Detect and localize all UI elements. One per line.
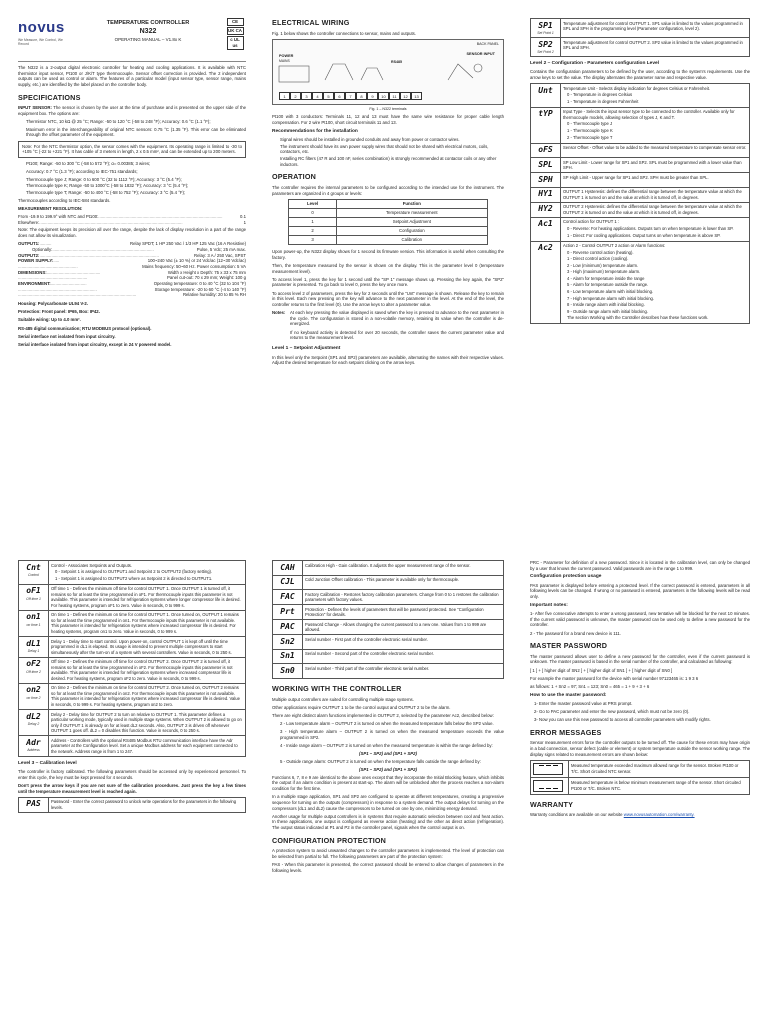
input-sensor-paragraph [18, 105, 246, 116]
param-code: SP1 [538, 20, 553, 30]
param-option: 1 - Thermocouple type K [567, 128, 613, 134]
protection-usage-p: PAS parameter is displayed before entering a protected level. If the correct password is entered, parameters in all following levels can be changed. If wrong or no password is entered, parameters in the following levels will be read only. [530, 582, 750, 600]
error-overrange-icon [533, 763, 563, 775]
table-row [19, 657, 246, 683]
how-step: 1- Enter the master password value at PRS prompt. [534, 700, 633, 706]
table-row [531, 202, 750, 217]
terminal-9: 9 [367, 92, 378, 100]
recommendation-item: • Installing RC filters (47 R and 100 nF, series combination) is strongly recommended at contactor coils or any other inductors. [280, 156, 504, 167]
calibration-table [272, 560, 504, 679]
param-option: 1 - Setpoint 1 is assigned to OUTPUT2 where as Setpoint 2 is directed to OUTPUT1. [55, 575, 213, 581]
param-code: oF1 [26, 586, 41, 596]
param-code: Sn0 [280, 665, 295, 675]
resolution-label: MEASUREMENT RESOLUTION: [18, 205, 83, 211]
table-row: SP2 Set Point 2 Temperature adjustment for control OUTPUT 2. SP2 value is limited to the values programmed in SPL and SPH. [531, 38, 750, 57]
terminal-5: 5 [323, 92, 334, 100]
param-code: oF2 [26, 659, 41, 669]
brand-tagline: We Measure, We Control, We Record [18, 37, 63, 47]
column-1 [18, 18, 246, 516]
param-option: 3 - High (maximum) temperature alarm. [567, 269, 641, 275]
novus-logo [18, 18, 72, 47]
table-row [273, 664, 504, 679]
ce-mark-icon: CE [227, 18, 244, 26]
note-2: If no keyboard activity is detected for over 20 seconds, the controller saves the current parameter value and returns to the measurement level. [290, 329, 504, 341]
how-step: 3- Now you can use this new password to access all controller parameters with modify rights. [534, 717, 711, 723]
spec-cutout: .......................................................... Panel cut-out: 70 x 29 mm; Weight: 100 g [18, 275, 246, 281]
working-p6: Another usage for multiple output controllers is in systems that require automatic selection between cool and heat action. In these applications, one output is configured as reverse action (heating) and the other as direct action (refrigeration). The output status indicated at P1 and P2 in the controller panel, signals when the control output is on. [272, 813, 504, 831]
rs485-label: RS485 [391, 59, 402, 64]
table-row: 2 Configuration [289, 226, 488, 235]
param-code: Unt [538, 85, 553, 95]
sensor-list-a [26, 119, 246, 125]
table-row: 3 Calibration [289, 235, 488, 244]
warranty-link[interactable]: www.novusautomation.com/warranty. [623, 812, 695, 818]
sensor-input-label: SENSOR INPUT [466, 51, 495, 56]
level2-paragraph: Contains the configuration parameters to be defined by the user, according to the system's requirements. Use the arrow keys to set the value. The display alternates the parameter name and respective value. [530, 69, 750, 81]
formula-2: (SP1 – SP2) and (SP1 + SP2) [359, 767, 417, 773]
input-sensor-label: INPUT SENSOR: [18, 105, 52, 111]
param-description: Input Type - Selects the input sensor type to be connected to the controller. Available only for thermocouple models, allowing selection of types J, K and T. [563, 109, 735, 120]
param-option: The section Working with the Controller describes how these functions work. [567, 315, 709, 321]
table-row [19, 637, 246, 658]
param-subtitle: Delay 2 [27, 722, 40, 727]
terminal-4: 4 [312, 92, 323, 100]
function-column-header: Function [336, 199, 487, 208]
param-code: HY1 [538, 189, 553, 199]
param-code: PAC [280, 621, 295, 631]
setpoint-table [530, 18, 750, 57]
working-p1: Multiple output controllers are suited for controlling multiple stage systems. [272, 696, 414, 702]
notes-block [272, 310, 504, 343]
protection-p1: A protection system to avoid unwanted changes to the controller parameters is implemented. The level of protection can be selected from partial to full. The following parameters are part of the protection system: [272, 848, 504, 859]
figure-caption: Fig. 1 – N322 terminals [369, 106, 407, 111]
param-option: 6 - Low temperature alarm with initial blocking. [567, 288, 654, 294]
working-heading: WORKING WITH THE CONTROLLER [272, 684, 402, 694]
important-note-1: 1- After five consecutive attempts to enter a wrong password, new tentative will be blocked for the next 10 minutes. If the current valid password is unknown, the master password can be used only to define a new password for the controller. [530, 611, 750, 628]
terminal-6: 6 [334, 92, 345, 100]
levels-table [288, 199, 488, 245]
param-code: tYP [538, 109, 553, 119]
table-row [273, 590, 504, 605]
param-option: 0 - Setpoint 1 is assigned to OUTPUT1 and Setpoint 2 to OUTPUT2 (factory setting). [55, 569, 213, 575]
wiring-intro: Fig. 1 below shows the controller connections to sensor, mains and outputs. [272, 30, 417, 36]
error-underrange-icon [533, 780, 563, 792]
param-description: SP High Limit - Upper range for SP1 and SP2. SPH must be greater than SPL. [563, 174, 709, 180]
table-row [19, 584, 246, 610]
how-to-heading: How to use the master password: [530, 692, 607, 698]
pt100-accuracy: Accuracy: 0.7 °C (1.3 °F); according to IEC-751 standards; [26, 168, 138, 174]
param-code: Sn1 [280, 651, 295, 661]
mains-label: MAINS [279, 58, 290, 63]
param-option: 9 - Outside range alarm with initial blocking. [567, 308, 648, 314]
how-step: 2- Go to PAC parameter and enter the new password, which must not be zero (0). [534, 709, 690, 715]
param-description: Password Change - Allows changing the current password to a new one. Values from 1 to 999 are allowed. [305, 621, 487, 633]
table-row [531, 241, 750, 324]
resolution-row-2: Elsewhere: ........................................................................................................................ 1 [18, 219, 246, 225]
table-row: SP1 Set Point 1 Temperature adjustment for control OUTPUT 1. SP1 value is limited to the values programmed in SPL and SPH in the programming level (Parameter configuration, level 2). [531, 19, 750, 38]
param-option: 0 - Temperature in degrees Celsius [567, 92, 633, 98]
terminal-7: 7 [345, 92, 356, 100]
param-code: Ac1 [538, 219, 553, 229]
important-note-2: 2 - The password for a brand new device is 111. [530, 630, 621, 636]
level3-heading: Level 3 – Calibration level [18, 760, 77, 766]
param-description: Control action for OUTPUT 1 : [563, 219, 620, 225]
param-code: Cnt [26, 562, 41, 572]
error-messages-heading: ERROR MESSAGES [530, 727, 602, 737]
column-5 [272, 560, 504, 1024]
param-code: CAH [280, 562, 295, 572]
doc-title: TEMPERATURE CONTROLLER [106, 20, 190, 26]
spec-serial-2: Serial interface isolated from input circuitry, except in 24 V powered model. [18, 341, 172, 347]
param-code: Adr [26, 737, 41, 747]
master-password-p: The master password allows user to define a new password for the controller, even if the current password is unknown. The master password is based in the serial number of the controller, and calculated as following: [530, 653, 750, 665]
table-row [531, 143, 750, 158]
note-1: At each key pressing the value displayed is saved when the key is pressed to advance to the next parameter in the cycle. The configuration is stored in a non-volatile memory, retaining its value when the controller is de-energized. [290, 310, 504, 327]
table-row [273, 635, 504, 650]
table-row [531, 187, 750, 202]
table-row: 1 Setpoint Adjustment [289, 217, 488, 226]
param-description: SP Low Limit - Lower range for SP1 and SP2. SPL must be programmed with a lower value than SPH. [563, 159, 742, 171]
ntc-error-text: Maximum error in the interchangeability of original NTC sensors: 0.75 °C (1.35 °F). This error can be eliminated through the offset parameter of the equipment. [26, 126, 246, 138]
spec-serial-1: Serial interface not isolated from input circuitry. [18, 333, 116, 339]
table-row [273, 605, 504, 620]
spec-power-supply: POWER SUPPLY: ..... 100~240 Vac (± 10 %) or 24 Vdc/ac (12~30 Vdc/ac) [18, 258, 246, 264]
alarm-item: 5 - Outside range alarm: OUTPUT 2 is turned on when the temperature falls outside the range defined by: [280, 758, 481, 764]
param-code: PAS [26, 799, 41, 809]
alarm-item: 2 - Low temperature alarm – OUTPUT 2 is turned on when the measured temperature falls below the SP2 value. [280, 721, 494, 727]
document-header [18, 18, 246, 62]
level-column-header: Level [289, 199, 337, 208]
levels-header-row [289, 199, 488, 208]
level3-p2: Don't press the arrow keys if you are not sure of the calibration procedures. Just press the key a few times until the temperature measurement level is reached again. [18, 783, 246, 794]
ul-mark-icon: c UL us [227, 36, 244, 50]
protection-usage-heading: Configuration protection usage [530, 574, 602, 580]
param-code: HY2 [538, 204, 553, 214]
prc-paragraph: PRC - Parameter for definition of a new password. Since it is located in the calibration level, can only be changed by a user that knows the current password. Valid passwords are in the range 1 to 999. [530, 560, 750, 571]
table-row [531, 107, 750, 143]
master-password-formula: [ 1 ] + [ higher digit of SN2 ] + [ higher digit of SN1 ] + [ higher digit of SN0 ] [530, 667, 673, 673]
param-code: CJL [280, 577, 295, 587]
recommendation-item: • Signal wires should be installed in grounded conduits and away from power or contactor wires. [280, 137, 504, 143]
terminal-10: 10 [378, 92, 389, 100]
input-sensor-text: The sensor is chosen by the user at the time of purchase and is presented on the upper side of the equipment box. The options are: [18, 105, 246, 116]
table-row [531, 173, 750, 188]
param-option: 7 - High temperature alarm with initial blocking. [567, 295, 655, 301]
important-notes-heading: Important notes: [530, 602, 568, 608]
param-subtitle: Delay 1 [27, 649, 40, 654]
intro-paragraph: The N322 is a 2-output digital electronic controller for heating and cooling applications. It is available with NTC thermistor input sensor, Pt100 or J/K/T type thermocouple. Sensor offset correction is provided. The 2 independent outputs can be used as control or alarm. The features of a particular model (input sensor type, sensor range, mains supply, etc.) are identified by the label placed on the controller body. [18, 65, 246, 88]
param-option: 8 - Inside range alarm with initial blocking. [567, 302, 645, 308]
param-description: Control - Associates Setpoints and Outputs. [51, 562, 133, 568]
password-table [18, 797, 246, 813]
level1-heading: Level 1 – Setpoint Adjustment [272, 346, 341, 352]
param-code: oFS [538, 145, 553, 155]
table-row [19, 736, 246, 757]
param-option: 5 - Alarm for temperature outside the range. [567, 282, 649, 288]
table-row [531, 158, 750, 173]
certification-marks [224, 18, 246, 50]
table-row [531, 217, 750, 241]
recommendation-item: • The instrument should have its own power supply wires that should not be shared with electrical motors, coils, contactors, etc. [280, 144, 504, 155]
warranty-paragraph: Warranty conditions are available on our website www.novusautomation.com/warranty. [530, 812, 695, 818]
param-description: On time 2 - Defines the minimum on time for control OUTPUT 2. Once turned on, OUTPUT 2 remains so for at least the time programmed in on2. For thermocouple inputs this parameter is not available. This parameter is intended for refrigeration systems where increased compressor life is desired. Value in seconds, 0 to 999 s. For heating systems, program on2 to zero. [51, 685, 240, 707]
operation-p5: To access level 2 of parameters, press the key for 2 seconds until the "Unt" message is shown. Release the key to remain in this level. Each new pressing on the key will advance to the next parameter in the level. At the end of the level, the controller returns to the first level (0). Use the arrow keys to alter a parameter value. [272, 290, 504, 307]
param-subtitle: Off time 2 [26, 669, 41, 674]
param-option: 1 - Temperature in degrees Fahrenheit [567, 98, 639, 104]
sensor-tc-t: • Thermocouple type T; Range: -50 to 400 °C (-58 to 752 °F); Accuracy: 3 °C (5.4 °F); [26, 190, 246, 196]
param-subtitle: Off time 1 [26, 596, 41, 601]
resolution-row-1: From -19.9 to 199.9° with NTC and Pt100: ........................................................................................................ 0.1 [18, 214, 246, 220]
param-description: Delay 1 - Delay time to start control. Upon power-on, control OUTPUT 1 is kept off until the time programmed in dL1 is elapsed. Its usage is intended to prevent multiple compressors to start simultaneously after the turn-on of a system with several controllers. Value in seconds, 0 to 250 s. [51, 638, 232, 655]
manual-version: OPERATING MANUAL – V1.8x K [114, 36, 182, 42]
column-6 [530, 560, 750, 1024]
table-row [19, 710, 246, 736]
protection-pas: PAS - When this parameter is presented, the correct password should be entered to allow changes of parameters in the following levels. [272, 862, 504, 873]
warranty-heading: WARRANTY [530, 799, 574, 809]
param-description: Action 2 - Control OUTPUT 2 action or Alarm functions: [563, 243, 666, 249]
config-parameters-table-cont [18, 560, 246, 757]
param-subtitle: Control [28, 573, 39, 578]
param-code: on1 [26, 612, 41, 622]
operation-heading: OPERATION [272, 172, 316, 182]
recommendations-heading: Recommendations for the installation [272, 128, 358, 134]
table-row [19, 610, 246, 636]
working-p5: In a multiple stage application, SP1 and SP2 are configured to operate at different temperatures, creating a progressive sequence for turning on the outputs (compressors) in response to a system demand. The output delays for turning on the compressors (dL1 and dL2) cause the compressors to be turned on one by one, minimizing energy demand. [272, 794, 504, 811]
terminal-11: 11 [389, 92, 400, 100]
param-description: OUTPUT 2 Hysteresis: defines the differential range between the temperature value at which the OUTPUT 2 is turned on and the value at which it is turned off, in degrees. [563, 204, 742, 215]
param-code: dL2 [26, 711, 41, 721]
formula-1: (SP1 – SP2) and (SP1 + SP2) [359, 751, 417, 757]
table-row [531, 84, 750, 108]
spec-environment: ENVIRONMENT: .............................. Operating temperature: 0 to 40 °C (32 to 104 °F) [18, 280, 246, 286]
param-code: Prt [280, 606, 295, 616]
master-password-calc: as follows: 1 + Sn2 = 97; Sn1 = 123; Sn0 = 465 = 1 + 9 + 3 + 6 [530, 683, 650, 689]
param-option: 0 - Reverse control action (heating). [567, 249, 634, 255]
spec-rs485: RS-485 digital communication; RTU MODBUS protocol (optional). [18, 325, 152, 331]
param-code: Sn2 [280, 636, 295, 646]
param-description: Serial number - Third part of the controller electronic serial number. [305, 665, 430, 671]
terminal-13: 13 [411, 92, 422, 100]
spec-optionally: Optionally: ..................................................................................... Pulse, 5 Vdc; 25 mA max. [32, 246, 246, 252]
table-row: 0 Temperature measurement [289, 208, 488, 217]
param-description: Serial number - First part of the controller electronic serial number. [305, 636, 428, 642]
operation-p3: Then, the temperature measured by the sensor is shown on the display. This is the parameter level 0 (temperature measurement level). [272, 262, 504, 274]
terminal-2: 2 [290, 92, 301, 100]
spec-storage: .................................................................. Storage temperature: -20 to 60 °C (-4 to 140 °F) [18, 286, 246, 292]
spec-output1: OUTPUT1: .......... Relay SPDT; 1 HP 250 Vac / 1/3 HP 125 Vac (16 A Resistive) [18, 241, 246, 247]
param-subtitle: on time 1 [26, 622, 41, 627]
column-2 [272, 18, 504, 516]
table-row [273, 561, 504, 576]
table-row: Measured temperature exceeded maximum allowed range for the sensor. Broken Pt100 or T/C. Short circuited NTC sensor. [531, 760, 750, 777]
sensor-tc-j: • Thermocouple type J; Range: 0 to 600 °C (32 to 1112 °F); Accuracy: 3 °C (5.4 °F); [26, 177, 246, 183]
error-messages-p: Sensor measurement errors force the controller outputs to be turned off. The cause for these errors may have origin in a bad connection, sensor defect (cable or element) or system temperature outside the sensor working range. The display signs related to measurement errors are shown below: [530, 740, 750, 757]
table-row [273, 620, 504, 635]
param-option: 4 - Alarm for temperature inside the range [567, 275, 645, 281]
alarm-item: 3 - High temperature alarm – OUTPUT 2 is turned on when the measured temperature exceeds the value programmed in SP2. [280, 729, 504, 740]
param-description: Address - Controllers with the optional RS485 Modbus RTU communication interface have the Adr parameter at the Configuration level. Set a unique Modbus address for each equipment connected to the network. Address range is from 1 to 247. [51, 737, 238, 754]
tc-standard: Thermocouples according to IEC-584 standards. [18, 197, 111, 203]
power-label: POWER [279, 53, 294, 58]
error-table [530, 760, 750, 795]
param-description: Protection - Defines the levels of parameters that will be password protected. See "Configuration Protection" for details. [305, 606, 484, 618]
param-description: On time 1 - Defines the minimum on time for control OUTPUT 1. Once turned on, OUTPUT 1 remains so for at least the time programmed in on1. For thermocouple inputs this parameter is not available. This parameter is intended for refrigeration systems where increased compressor life is desired. For heating systems, program on1 to zero. Value in seconds, 0 to 999 s. [51, 612, 239, 634]
param-code: SPL [538, 159, 553, 169]
spec-output2: OUTPUT2: .................................................................................................... Relay: 3 A / 250 Vac, SPST [18, 252, 246, 258]
level3-p1: The controller is factory calibrated. The following parameters should be accessed only by experienced personnel. To enter this cycle, the key must be kept pressed for 4 seconds. [18, 769, 246, 780]
param-subtitle: on time 2 [26, 695, 41, 700]
resolution-note: Note: The equipment keeps its precision all over the range, despite the lack of display resolution in a part of the range does not allow its visualization. [18, 227, 246, 239]
ntc-note: Note: For the NTC thermistor option, the sensor comes with the equipment. Its operating range is limited to -30 to +105 °C (-22 to +221 °F). It has cable of 3 meters in length, 2 x 0.5 mm², and can be extended up to 200 meters. [18, 141, 246, 158]
param-code: dL1 [26, 638, 41, 648]
spec-housing: Housing: Polycarbonate UL94 V-2. [18, 301, 88, 306]
param-subtitle: Address [27, 748, 40, 753]
param-description: Serial number - Second part of the controller electronic serial number. [305, 651, 434, 657]
param-description: Off time 1 - Defines the minimum off time for control OUTPUT 1. Once OUTPUT 1 is turned off, it remains so for at least the time programmed in oF1. For thermocouple inputs this parameter is not available. This parameter is intended for refrigeration systems where longer compressor life is desired. For heating systems, program oF1 to zero. Value in seconds, 0 to 999 s. [51, 586, 241, 608]
param-description: OUTPUT 1 Hysteresis: defines the differential range between the temperature value at which the OUTPUT 1 is turned on and the value at which it is turned off, in degrees. [563, 189, 742, 200]
param-option: 2 - Thermocouple type T [567, 134, 613, 140]
column-4 [18, 560, 246, 1024]
master-password-heading: MASTER PASSWORD [530, 641, 608, 651]
table-row [273, 575, 504, 590]
brand-name: novus [18, 19, 65, 36]
param-option: 0 - Reverse: For heating applications. Outputs turn on when temperature is lower than SP. [567, 226, 734, 232]
level2-heading: Level 2 – Configuration - Parameters configuration Level [530, 61, 660, 67]
param-description: Temperature Unit - Selects display indication for degrees Celsius or Fahrenheit. [563, 85, 711, 91]
terminal-3: 3 [301, 92, 312, 100]
electrical-wiring-heading: ELECTRICAL WIRING [272, 18, 350, 27]
ukca-mark-icon: UK CA [228, 28, 242, 33]
operation-p4: To access level 1, press the key for 1 second until the "SP 1" message shows up. Pressing the key again, the "SP2" parameter is presented. To go back to level 0, press the key once more. [272, 276, 504, 288]
terminal-1: 1 [279, 92, 290, 100]
param-code: FAC [280, 591, 295, 601]
param-description: Factory Calibration - Restores factory calibration parameters. Change from 0 to 1 restores the calibration parameters with factory values. [305, 591, 499, 603]
working-p4: Functions 6, 7, 8 e 9 are identical to the above ones except that they incorporate the Initial Blocking feature, which inhibits the output if an alarm condition is present at start-up. The alarm will be unblocked after the process reaches a non-alarm condition for the first time. [272, 774, 504, 792]
sensor-list-c [26, 177, 246, 196]
operation-p2: Upon power-up, the N322 display shows for 1 second its firmware version. This information is useful when consulting the factory. [272, 249, 504, 260]
recommendations-list [280, 137, 504, 167]
sensor-pt100: • Pt100; Range: -50 to 300 °C (-58 to 572 °F); α= 0.00385; 3 wires; [26, 161, 246, 167]
param-option: 0 - Thermocouple type J [567, 121, 613, 127]
param-code: Ac2 [538, 243, 553, 253]
sensor-ntc: • Thermistor NTC, 10 kΩ @ 25 °C; Range: -50 to 120 °C (-58 to 248 °F); Accuracy: 0.6 °C (1.1 °F); [26, 119, 246, 125]
table-row: Measured temperature is below minimum measurement range of the sensor. Short circuited Pt100 or T/C. Broken NTC. [531, 777, 750, 794]
notes-label: Notes: [272, 310, 286, 316]
terminal-strip [279, 92, 422, 100]
table-row [273, 649, 504, 664]
master-password-example: For example the master password for the device with serial number 97123465 is: 1 9 3 6 [530, 675, 699, 681]
param-code: on2 [26, 685, 41, 695]
alarm-item: 4 - Inside range alarm – OUTPUT 2 is turned on when the measured temperature is within the range defined by: [280, 743, 493, 749]
protection-heading: CONFIGURATION PROTECTION [272, 835, 387, 845]
working-p2: Other applications require OUTPUT 1 to be the control output and OUTPUT 2 to be the alarm. [272, 704, 451, 710]
param-code: SP2 [538, 39, 553, 49]
param-description: Calibration High - Gain calibration. It adjusts the upper measurement range of the sensor. [305, 562, 471, 568]
terminal-8: 8 [356, 92, 367, 100]
param-option: 1 - Direct control action (cooling). [567, 256, 629, 262]
pt100-wiring-note: Pt100 with 3 conductors: Terminals 11, 12 and 13 must have the same wire resistance for proper cable length compensation. For 2 wire Pt100, short circuit terminals 11 and 13. [272, 114, 504, 126]
title-block [72, 18, 224, 43]
terminal-12: 12 [400, 92, 411, 100]
param-description: Cold Junction Offset calibration - This parameter is available only for thermocouple. [305, 577, 460, 583]
specs-heading: SPECIFICATIONS [18, 92, 81, 102]
param-option: 2 - Low (minimum) temperature alarm. [567, 262, 639, 268]
table-row: PAS Password - Enter the correct password to unlock write operations for the parameters in the following levels. [19, 797, 246, 812]
operation-intro: The controller requires the internal parameters to be configured according to the intended use for the instrument. The parameters are organized in 4 groups or levels: [272, 184, 504, 196]
back-panel-label: BACK PANEL [476, 41, 499, 46]
column-3 [530, 18, 750, 516]
wiring-diagram [272, 39, 504, 105]
param-description: Delay 2 - Delay time for OUTPUT 2 to turn on relative to OUTPUT 1. This parameter defines a particular working mode, typically used in multiple stage systems. When OUTPUT 2 is allowed to go on only if OUTPUT 1 is already on for at least dL2 seconds. Also, OUTPUT 2 is driven off whenever OUTPUT 1 goes off. dL2 = 0 disables this function. Value in seconds, 0 to 250 s. [51, 711, 242, 734]
spec-wiring: Suitable wiring: Up to 4.0 mm². [18, 317, 81, 323]
table-row [19, 683, 246, 709]
spec-protection: Protection: Front panel: IP65, Box: IP42. [18, 309, 100, 315]
level1-paragraph: In this level only the Setpoint (SP1 and SP2) parameters are available, alternating the names with their respective values. Adjust the desired temperature for each setpoint clicking on the arrow keys. [272, 354, 504, 366]
sensor-list-b [26, 161, 246, 167]
table-row [19, 561, 246, 585]
sensor-tc-k: • Thermocouple type K; Range -50 to 1000°C (-58 to 1832 °F); Accuracy: 3 °C (5.4 °F); [26, 183, 246, 189]
param-code: SPH [538, 174, 553, 184]
model-name: N322 [139, 28, 157, 36]
param-option: 1 - Direct: For cooling applications. Output turns on when temperature is above SP. [567, 232, 721, 238]
spec-mains: .................................................. Mains frequency: 50~60 Hz. Power consumption: 5 VA [18, 263, 246, 269]
config-parameters-table [530, 83, 750, 324]
working-p3: There are eight distinct alarm functions implemented in OUTPUT 2, selected by the parameter Ac2, described below: [272, 712, 494, 718]
param-description: Off time 2 - Defines the minimum off time for control OUTPUT 2. Once OUTPUT 2 is turned off, it remains so for at least the time programmed in oF2. For thermocouple inputs this parameter is not available. This parameter is intended for refrigeration systems where increased compressor life is desired. For heating systems, program oF2 to zero. Value in seconds, 0 to 999 s. [51, 659, 233, 681]
spec-dimensions: DIMENSIONS: ............................................. Width x Height x Depth: 75 x 33 x 75 mm [18, 269, 246, 275]
spec-humidity: ................................................................................................... Relative humidity: 20 to 85 % RH [18, 292, 246, 298]
param-description: Sensor Offset - Offset value to be added to the measured temperature to compensate sensor error. [563, 145, 747, 151]
